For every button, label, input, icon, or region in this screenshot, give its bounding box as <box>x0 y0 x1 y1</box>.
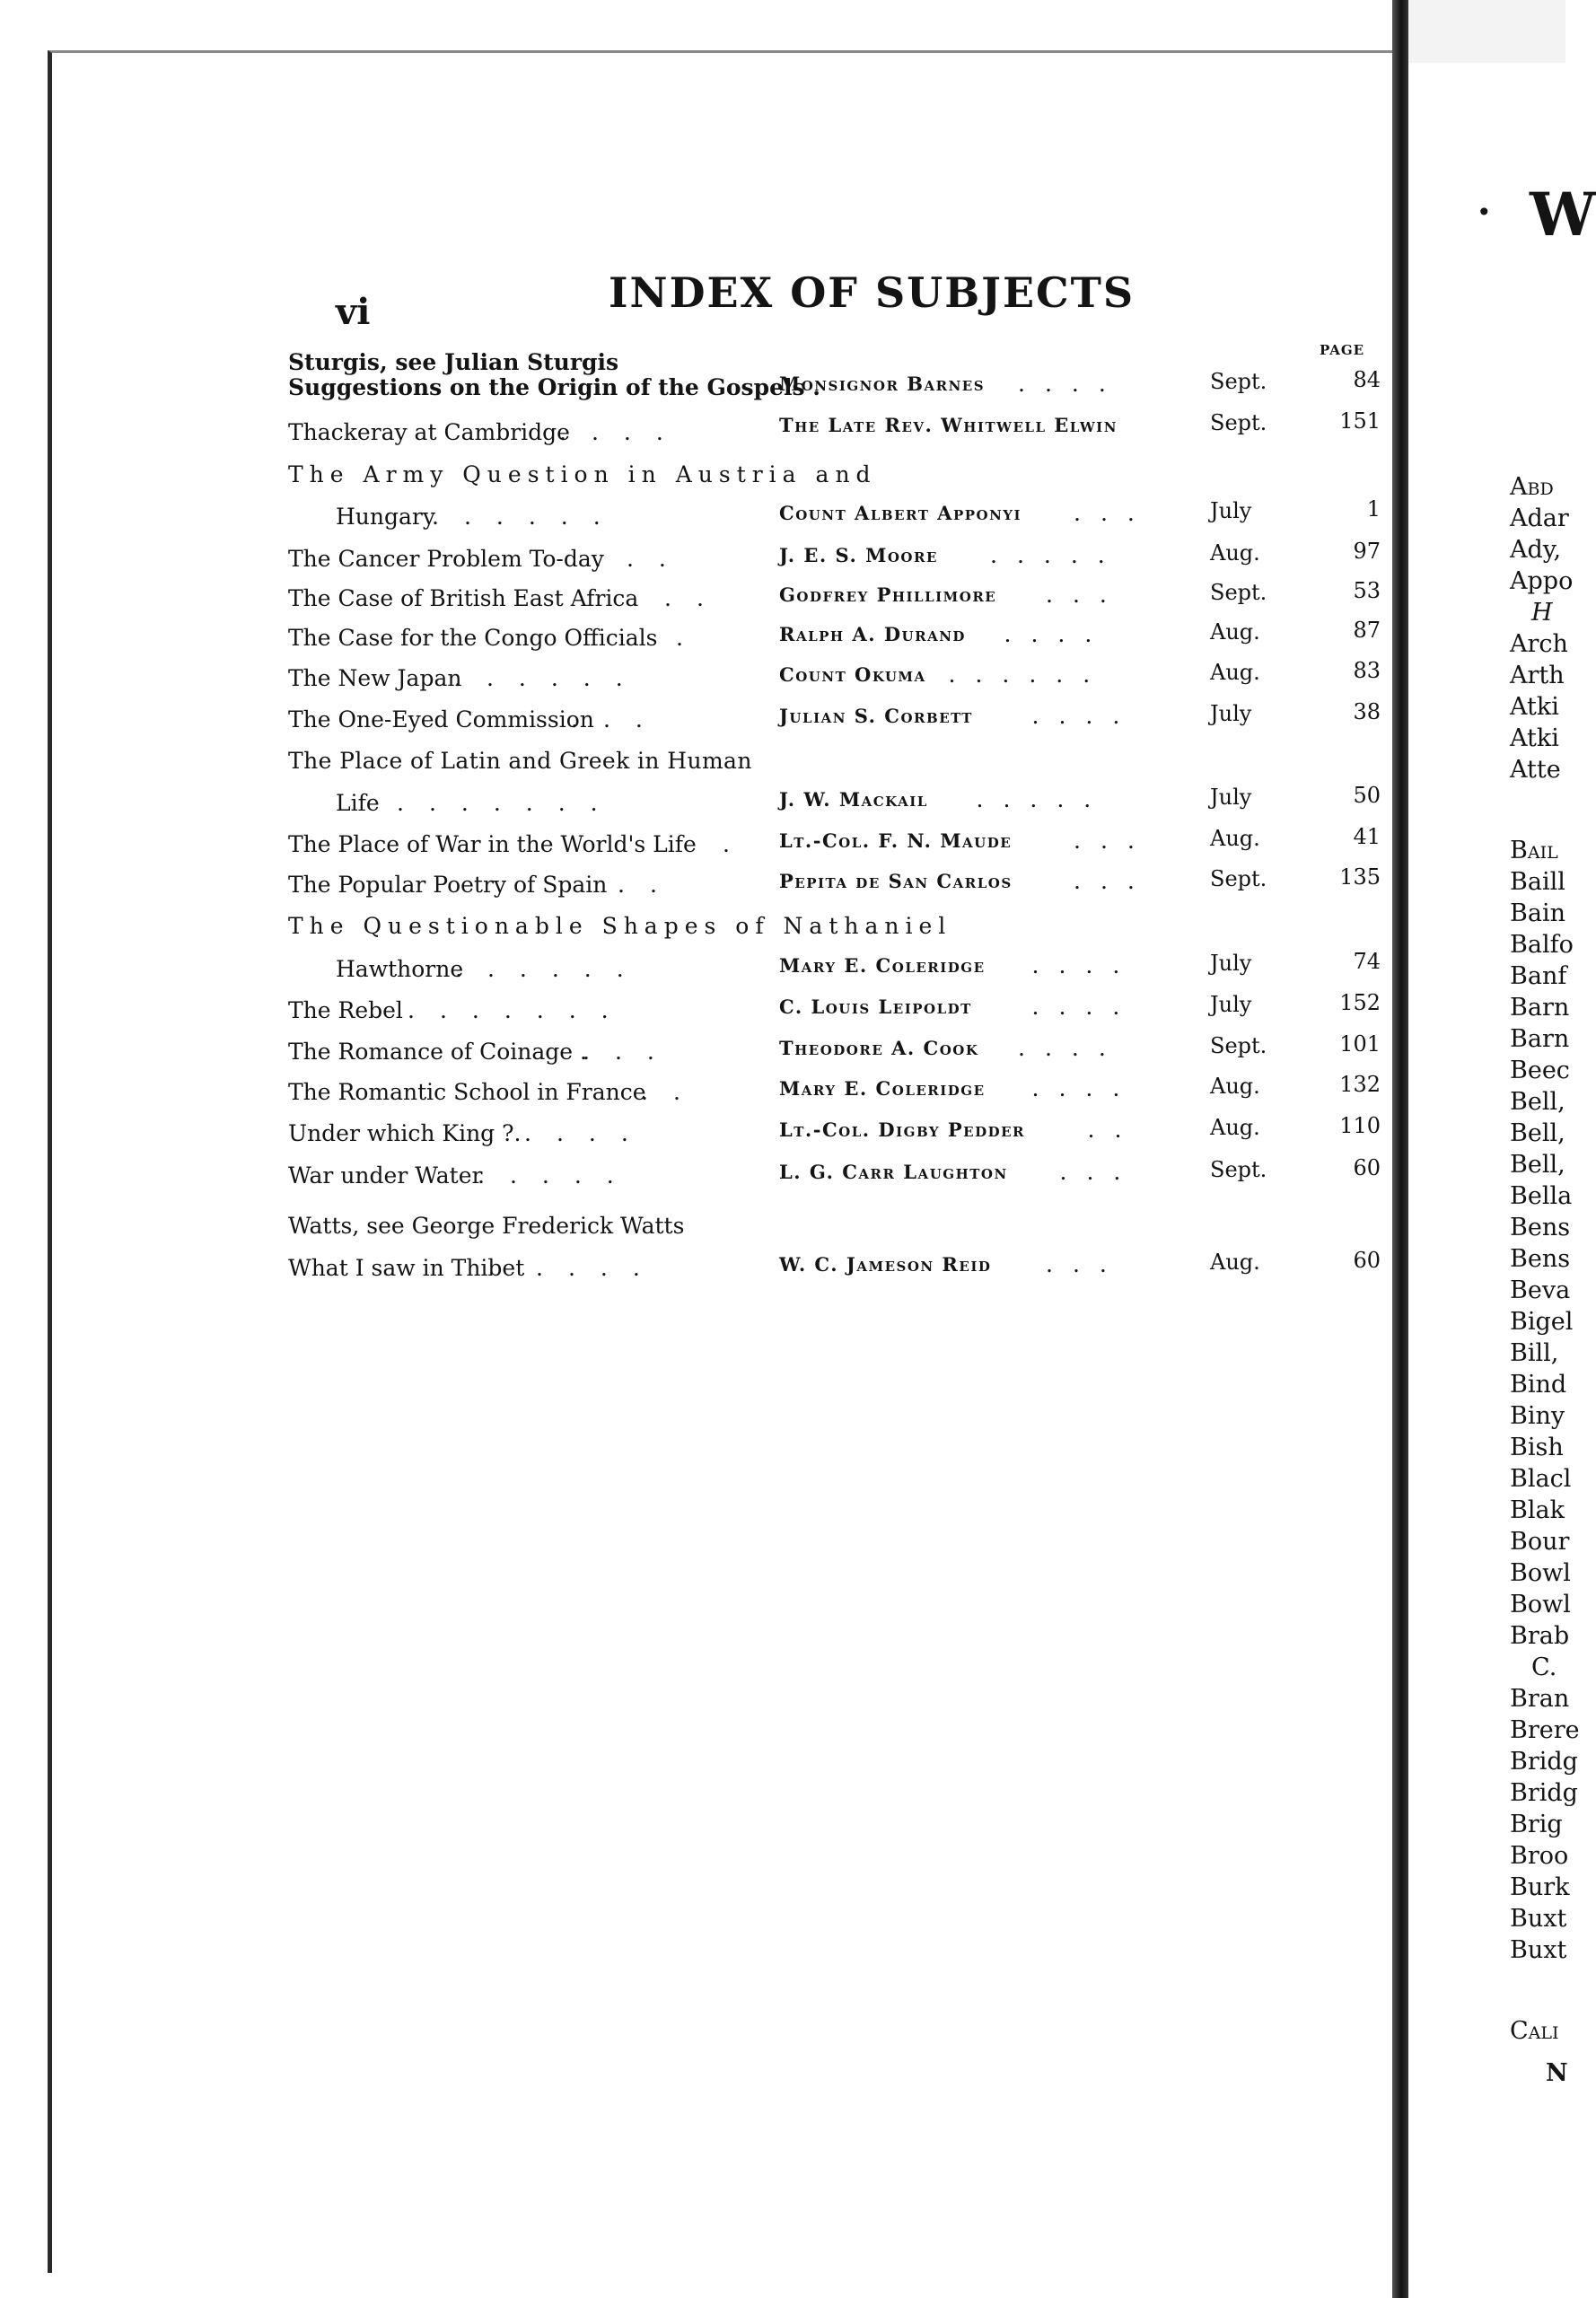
entry-month: Sept. <box>1210 369 1267 394</box>
entry-page: 60 <box>1353 1155 1381 1180</box>
entry-month: Aug. <box>1210 1115 1260 1140</box>
entry-author: C. Louis Leipoldt <box>779 996 972 1018</box>
section-gap <box>1510 785 1580 835</box>
binding-gutter <box>1392 0 1408 2298</box>
right-page-line-fragment: Bens <box>1510 1245 1571 1273</box>
entry-page: 87 <box>1353 618 1381 643</box>
left-page <box>48 50 1392 2273</box>
entry-page: 97 <box>1353 539 1381 564</box>
entry-subject: The One-Eyed Commission <box>288 706 594 732</box>
leader-dots: ... <box>571 706 668 732</box>
page-column-header: PAGE <box>1320 342 1365 358</box>
right-page-line-fragment: Bens <box>1510 1214 1571 1241</box>
entry-page: 38 <box>1353 699 1381 724</box>
page-title: INDEX OF SUBJECTS <box>609 268 1136 317</box>
entry-subject: Watts, see George Frederick Watts <box>288 1213 685 1239</box>
right-page-line-fragment: Bour <box>1510 1528 1570 1556</box>
leader-dots: .. <box>1087 1117 1142 1143</box>
right-page-line-fragment: Broo <box>1510 1842 1569 1870</box>
leader-dots: ...... <box>948 662 1110 688</box>
entry-subject: What I saw in Thibet <box>288 1255 525 1281</box>
right-page-line-fragment: Adar <box>1510 504 1569 532</box>
leader-dots: .... <box>524 1120 653 1146</box>
leader-dots: . <box>676 625 708 651</box>
leader-dots: .... <box>1031 994 1140 1020</box>
leader-dots: ... <box>1046 1251 1127 1277</box>
entry-subject: The New Japan <box>288 665 462 691</box>
right-page-line-fragment: Appo <box>1510 567 1574 595</box>
entry-author: Count Okuma <box>779 663 926 686</box>
page-folio: vi <box>336 291 371 333</box>
leader-dots: ... <box>1074 500 1154 526</box>
right-page-line-fragment: Bill, <box>1510 1339 1559 1367</box>
right-page-margin <box>1408 0 1565 63</box>
entry-author: Julian S. Corbett <box>779 705 973 727</box>
right-page-line-fragment: Brig <box>1510 1811 1563 1838</box>
leader-dots: .... <box>536 1255 665 1281</box>
right-page-line-fragment: Bail <box>1510 837 1558 864</box>
leader-dots: .... <box>1018 371 1126 397</box>
entry-month: Aug. <box>1210 1074 1260 1099</box>
entry-author: The Late Rev. Whitwell Elwin <box>779 414 1118 436</box>
entry-subject: Suggestions on the Origin of the Gospels . <box>288 374 820 400</box>
entry-subject: Under which King ?. <box>288 1120 522 1146</box>
entry-page: 53 <box>1353 578 1381 603</box>
leader-dots: ... <box>1074 828 1154 854</box>
leader-dots: . <box>723 831 755 857</box>
entry-subject: The Rebel <box>288 997 403 1023</box>
right-page-line-fragment: Ady, <box>1510 536 1562 564</box>
entry-subject: Sturgis, see Julian Sturgis <box>288 349 619 375</box>
entry-month: Aug. <box>1210 540 1260 566</box>
right-page-line-fragment: Atte <box>1510 756 1561 784</box>
right-page-line-fragment: Blak <box>1510 1496 1565 1524</box>
entry-month: Aug. <box>1210 826 1260 851</box>
entry-subject-continued: Life <box>336 790 380 816</box>
right-page-line-fragment: Barn <box>1510 1025 1570 1053</box>
entry-month: Aug. <box>1210 619 1260 645</box>
speck: • <box>1477 197 1492 227</box>
entry-month: July <box>1210 951 1252 976</box>
entry-author: Lt.-Col. Digby Pedder <box>779 1118 1026 1141</box>
entry-month: July <box>1210 498 1252 523</box>
leader-dots: ..... <box>990 542 1125 568</box>
right-page-line-fragment: Atki <box>1510 693 1559 721</box>
right-page-line-fragment: Banf <box>1510 962 1567 990</box>
entry-page: 152 <box>1339 990 1381 1015</box>
leader-dots: .... <box>559 419 688 445</box>
right-page-line-fragment: Bigel <box>1510 1308 1574 1336</box>
right-page-line-fragment: Arch <box>1510 630 1568 658</box>
entry-page: 101 <box>1339 1031 1381 1057</box>
entry-author: Pepita de San Carlos <box>779 870 1013 892</box>
leader-dots: ...... <box>432 504 626 530</box>
leader-dots: .. <box>618 872 682 898</box>
right-page-line-fragment: Bell, <box>1510 1119 1565 1147</box>
right-page-line-fragment: C. <box>1531 1653 1557 1681</box>
entry-author: L. G. Carr Laughton <box>779 1161 1008 1183</box>
entry-month: Sept. <box>1210 1033 1267 1058</box>
entry-author: Godfrey Phillimore <box>779 583 997 606</box>
entry-page: 60 <box>1353 1248 1381 1273</box>
entry-month: Sept. <box>1210 866 1267 891</box>
right-page-line-fragment: Beva <box>1510 1276 1571 1304</box>
section-gap <box>1510 1966 1580 2015</box>
entry-author: Theodore A. Cook <box>779 1037 979 1059</box>
right-page-line-fragment: Bella <box>1510 1182 1573 1210</box>
entry-month: Aug. <box>1210 1250 1260 1275</box>
right-page-line-fragment: N <box>1546 2059 1568 2087</box>
right-page-line-fragment: Buxt <box>1510 1905 1567 1933</box>
entry-page: 135 <box>1339 864 1381 890</box>
right-page-index-column <box>1510 471 1580 2089</box>
leader-dots: .. <box>641 1079 706 1105</box>
entry-subject: The Place of War in the World's Life <box>288 831 697 857</box>
right-page-line-fragment: Arth <box>1510 662 1565 689</box>
entry-author: Mary E. Coleridge <box>779 1077 986 1100</box>
entry-page: 151 <box>1339 408 1381 434</box>
leader-dots: ....... <box>397 790 623 816</box>
leader-dots: ... <box>594 546 691 572</box>
right-page-title-fragment: W <box>1530 180 1596 250</box>
leader-dots: ... <box>1059 1159 1141 1185</box>
leader-dots: ..... <box>976 786 1111 812</box>
entry-page: 84 <box>1353 367 1381 392</box>
right-page-line-fragment: Beec <box>1510 1057 1570 1084</box>
right-page-line-fragment: Bind <box>1510 1371 1567 1399</box>
right-page-line-fragment: Bain <box>1510 899 1565 927</box>
right-page-line-fragment: Cali <box>1510 2017 1559 2045</box>
entry-subject: The Cancer Problem To-day <box>288 546 604 572</box>
leader-dots: .... <box>1018 1035 1126 1061</box>
leader-dots: .... <box>1004 621 1112 647</box>
entry-subject: The Place of Latin and Greek in Human <box>288 748 752 774</box>
entry-author: J. E. S. Moore <box>779 544 938 566</box>
entry-month: July <box>1210 701 1252 726</box>
right-page-line-fragment: Buxt <box>1510 1936 1567 1964</box>
entry-subject: War under Water <box>288 1162 483 1188</box>
entry-subject: The Case for the Congo Officials <box>288 625 658 651</box>
entry-author: J. W. Mackail <box>779 788 928 811</box>
right-page-line-fragment: Bowl <box>1510 1559 1571 1587</box>
entry-page: 83 <box>1353 658 1381 683</box>
entry-month: Sept. <box>1210 410 1267 435</box>
entry-page: 110 <box>1339 1113 1381 1138</box>
right-page-line-fragment: Abd <box>1510 473 1554 501</box>
entry-month: Aug. <box>1210 660 1260 685</box>
entry-author: Lt.-Col. F. N. Maude <box>779 829 1013 852</box>
entry-subject-continued: Hawthorne <box>336 956 464 982</box>
right-page-line-fragment: Bridg <box>1510 1748 1578 1776</box>
entry-page: 1 <box>1366 496 1381 522</box>
right-page-line-fragment: Bowl <box>1510 1591 1571 1618</box>
leader-dots: .... <box>1031 952 1140 978</box>
leader-dots: .... <box>1031 1075 1140 1101</box>
entry-page: 74 <box>1353 949 1381 974</box>
entry-month: Sept. <box>1210 580 1267 605</box>
entry-subject: The Romantic School in France <box>288 1079 646 1105</box>
entry-subject: The Romance of Coinage . <box>288 1039 587 1065</box>
entry-author: Monsignor Barnes <box>779 373 986 395</box>
leader-dots: ...... <box>454 665 648 691</box>
leader-dots: ...... <box>455 956 649 982</box>
right-page-line-fragment: Burk <box>1510 1873 1570 1901</box>
right-page-line-fragment: Brere <box>1510 1716 1580 1744</box>
leader-dots: ..... <box>478 1162 639 1188</box>
leader-dots: .... <box>1031 703 1140 729</box>
right-page-line-fragment: Blacl <box>1510 1465 1572 1493</box>
entry-month: Sept. <box>1210 1157 1267 1182</box>
leader-dots: ....... <box>408 997 634 1023</box>
entry-month: July <box>1210 785 1252 810</box>
entry-author: W. C. Jameson Reid <box>779 1253 992 1276</box>
entry-author: Ralph A. Durand <box>779 623 966 645</box>
right-page-line-fragment: Bran <box>1510 1685 1570 1713</box>
entry-page: 132 <box>1339 1072 1381 1097</box>
right-page-line-fragment: Atki <box>1510 724 1559 752</box>
entry-subject: Thackeray at Cambridge <box>288 419 570 445</box>
entry-page: 41 <box>1353 824 1381 849</box>
leader-dots: .. <box>664 585 729 611</box>
right-page-line-fragment: Bell, <box>1510 1088 1565 1116</box>
right-page-line-fragment: Bish <box>1510 1434 1564 1461</box>
right-page-line-fragment: Biny <box>1510 1402 1565 1430</box>
entry-author: Mary E. Coleridge <box>779 954 986 977</box>
entry-subject: The Questionable Shapes of Nathaniel <box>288 913 952 939</box>
entry-subject: The Popular Poetry of Spain <box>288 872 608 898</box>
leader-dots: ... <box>1074 868 1154 894</box>
right-page-line-fragment: H <box>1531 599 1553 627</box>
right-page-line-fragment: Brab <box>1510 1622 1570 1650</box>
right-page-line-fragment: Bell, <box>1510 1151 1565 1179</box>
entry-subject: The Case of British East Africa <box>288 585 639 611</box>
entry-page: 50 <box>1353 783 1381 808</box>
leader-dots: ... <box>1046 582 1127 608</box>
right-page-line-fragment: Balfo <box>1510 931 1574 959</box>
right-page <box>1408 63 1596 2298</box>
entry-month: July <box>1210 992 1252 1017</box>
right-page-line-fragment: Barn <box>1510 994 1570 1022</box>
leader-dots: ... <box>583 1039 680 1065</box>
entry-subject-continued: Hungary <box>336 504 435 530</box>
entry-author: Count Albert Apponyi <box>779 502 1022 524</box>
right-page-line-fragment: Baill <box>1510 868 1565 896</box>
right-page-line-fragment: Bridg <box>1510 1779 1578 1807</box>
entry-subject: The Army Question in Austria and <box>288 461 877 487</box>
